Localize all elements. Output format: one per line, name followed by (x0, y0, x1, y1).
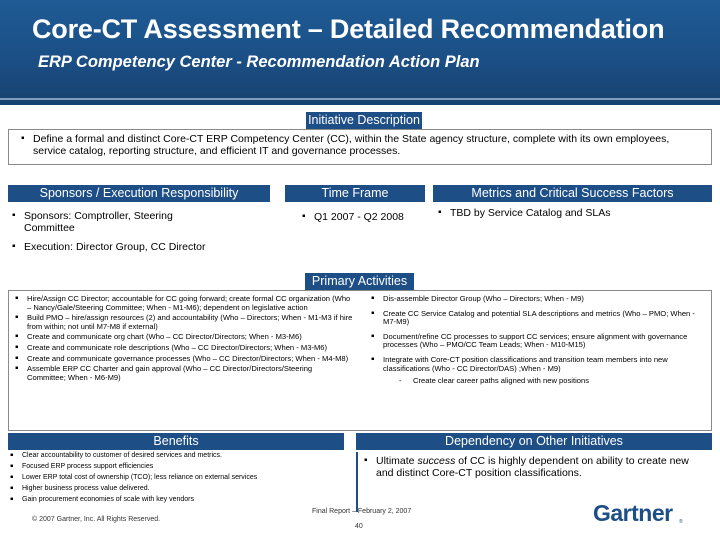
activities-right (369, 295, 709, 386)
benefit-item: ▪ Focused ERP process support efficiencies (8, 463, 353, 471)
initiative-heading: Initiative Description (306, 112, 422, 129)
timeframe-value: ▪ Q1 2007 - Q2 2008 (300, 211, 440, 223)
activity-item: ▪ Assemble ERP CC Charter and gain approval (Who – CC Director/Directors/Steering Committee; When - M6-M9) (13, 365, 353, 382)
benefit-item: ▪ Clear accountability to customer of desired services and metrics. (8, 452, 353, 460)
page-number: 40 (355, 523, 363, 530)
page-subtitle: ERP Competency Center - Recommendation Action Plan (38, 53, 480, 71)
final-report: Final Report – February 2, 2007 (312, 508, 412, 515)
benefits-list (8, 452, 353, 504)
copyright: © 2007 Gartner, Inc. All Rights Reserved. (32, 516, 161, 523)
activity-item: ▪ Create CC Service Catalog and potential SLA descriptions and metrics (Who – PMO; When - M7-M9) (369, 310, 709, 327)
activity-item: ▪ Create and communicate org chart (Who – CC Director/Directors; When - M3-M6) (13, 333, 353, 342)
initiative-box (8, 129, 712, 165)
benefit-item: ▪ Higher business process value delivered. (8, 485, 353, 493)
timeframe-value-wrap (300, 211, 440, 223)
dependency-text (362, 455, 692, 479)
title-band (0, 0, 720, 105)
activity-subitem (369, 377, 709, 386)
metrics-value: ▪ TBD by Service Catalog and SLAs (436, 207, 706, 219)
metrics-heading: Metrics and Critical Success Factors (433, 185, 712, 202)
timeframe-heading: Time Frame (285, 185, 425, 202)
activity-subitem-text: Create clear career paths aligned with new positions (413, 376, 590, 386)
dependency-text-wrap (362, 455, 692, 479)
dependency-suffix: of CC is highly dependent on ability to create new and distinct Core-CT position classifications. (376, 455, 689, 479)
dependency-emphasis: success (417, 455, 456, 467)
activities-left (13, 295, 353, 382)
dependency-divider (356, 452, 358, 512)
activities-box (8, 290, 712, 431)
dependency-prefix: Ultimate (376, 455, 418, 467)
dash-marker: - (399, 376, 402, 386)
activity-item: ▪ Integrate with Core-CT position classifications and transition team members into new classifications (Who - CC Director/DAS) ;When - M9) (369, 356, 709, 373)
benefit-item: ▪ Gain procurement economies of scale with key vendors (8, 496, 353, 504)
activity-item: ▪ Create and communicate governance processes (Who – CC Director/Directors; When - M4-M8) (13, 355, 353, 364)
metrics-value-wrap (436, 207, 706, 219)
title-underline (0, 98, 720, 100)
activity-item: ▪ Hire/Assign CC Director; accountable for CC going forward; create formal CC organization (Who – Nancy/Gale/Steering Committee; When - M1-M6); dependent on legislative action (13, 295, 353, 312)
activities-heading: Primary Activities (305, 273, 414, 290)
activity-item: ▪ Create and communicate role descriptions (Who – CC Director/Directors; When - M3-M6) (13, 344, 353, 353)
benefits-heading: Benefits (8, 433, 344, 450)
activity-item: ▪ Document/refine CC processes to support CC services; ensure alignment with governance processes (Who – PMO/CC Team Leads; When - M10-M15) (369, 333, 709, 350)
dependency-heading: Dependency on Other Initiatives (356, 433, 712, 450)
gartner-logo: Gartner (593, 500, 673, 526)
logo-trademark-icon: ® (679, 519, 683, 525)
benefit-item: ▪ Lower ERP total cost of ownership (TCO); less reliance on external services (8, 474, 353, 482)
initiative-text: ▪ Define a formal and distinct Core-CT ERP Competency Center (CC), within the State agency structure, complete with its own employees, service catalog, reporting structure, and efficient IT and governance processes. (19, 133, 701, 157)
activity-item: ▪ Build PMO – hire/assign resources (2) and accountability (Who – Directors; When - M1-M3 if hire from within; not until M7-M8 if external) (13, 314, 353, 331)
sponsors-list (10, 210, 220, 253)
sponsors-item: ▪ Sponsors: Comptroller, Steering Committee (10, 210, 220, 234)
page-title: Core-CT Assessment – Detailed Recommendation (32, 14, 665, 44)
sponsors-heading: Sponsors / Execution Responsibility (8, 185, 270, 202)
activity-item: ▪ Dis-assemble Director Group (Who – Directors; When - M9) (369, 295, 709, 304)
execution-item: ▪ Execution: Director Group, CC Director (10, 241, 250, 253)
